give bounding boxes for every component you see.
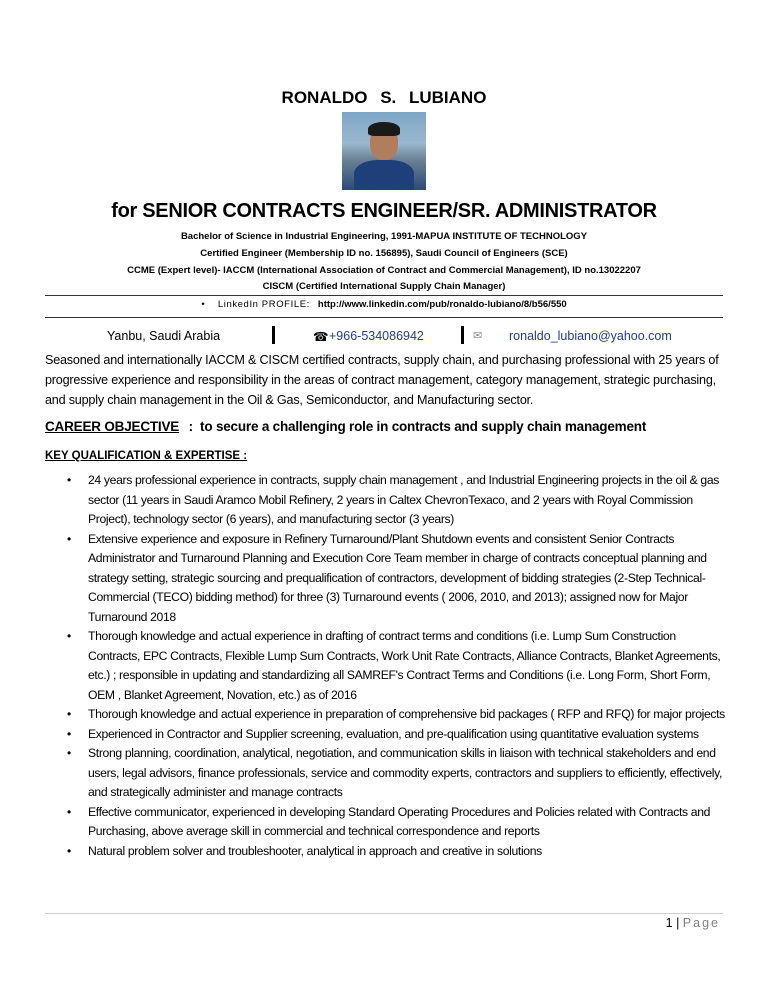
list-item: • 24 years professional experience in contracts, supply chain management , and Industrial Engineering projects in the oil & gas sector (11 years in Saudi Aramco Mobil Refinery, 2 years in Caltex ChevronTexaco, and 2 years with Royal Commission Project), technology sector (6 years), and manufacturing sector (3 years)	[67, 473, 720, 526]
linkedin-label: LinkedIn PROFILE:	[217, 299, 310, 310]
list-item: • Effective communicator, experienced in developing Standard Operating Procedures and Policies related with Contracts and Purchasing, above average skill in commercial and technical correspondence and reports	[67, 804, 711, 838]
candidate-name: RONALDO S. LUBIANO	[281, 88, 487, 107]
location: Yanbu, Saudi Arabia	[107, 329, 221, 343]
phone-icon: ☎	[313, 330, 329, 344]
list-item: • Natural problem solver and troubleshooter, analytical in approach and creative in solutions	[0, 842, 728, 862]
credential-ciscm: CISCM (Certified International Supply Chain Manager)	[262, 281, 506, 292]
credential-ccme: CCME (Expert level)- IACCM (International Association of Contract and Commercial Management), ID no.13022207	[127, 265, 641, 276]
professional-summary: Seasoned and internationally IACCM & CISCM certified contracts, supply chain, and purchasing professional with 25 years of progressive experience and responsibility in the areas of contract management, category management, strategic purchasing, and supply chain management in the Oil & Gas, Semiconductor, and Manufacturing sector.	[45, 353, 719, 407]
list-item: • Experienced in Contractor and Supplier screening, evaluation, and pre-qualification using quantitative evaluation systems	[0, 725, 728, 745]
list-item: • Thorough knowledge and actual experience in preparation of comprehensive bid packages ( RFP and RFQ) for major projects	[0, 705, 728, 725]
bullet-icon: •	[67, 473, 71, 487]
footer-separator: |	[676, 916, 680, 930]
bullet-icon: •	[67, 726, 71, 741]
credential-degree: Bachelor of Science in Industrial Engineering, 1991-MAPUA INSTITUTE OF TECHNOLOGY	[180, 231, 588, 242]
list-item: • Thorough knowledge and actual experience in drafting of contract terms and conditions (i.e. Lump Sum Construction Contracts, EPC Contracts, Flexible Lump Sum Contracts, Work Unit Rate Contracts, Alliance Contracts, Blanket Agreements, etc.) ; responsible in updating and standardizing all SAMREF's Contract Terms and Conditions (i.e. Long Form, Short Form, OEM , Blanket Agreement, Novation, etc.) as of 2016	[67, 629, 721, 702]
linkedin-link[interactable]: http://www.linkedin.com/pub/ronaldo-lubiano/8/b56/550	[317, 299, 567, 310]
key-qualification-heading: KEY QUALIFICATION & EXPERTISE :	[45, 450, 248, 462]
bullet-icon: •	[67, 707, 71, 721]
bullet-icon: •	[67, 843, 71, 858]
qualification-list	[0, 471, 768, 861]
target-position-title: for SENIOR CONTRACTS ENGINEER/SR. ADMINISTRATOR	[111, 200, 657, 222]
footer-divider	[45, 913, 723, 914]
separator	[461, 326, 464, 344]
profile-photo	[342, 112, 426, 190]
objective-separator: :	[188, 419, 193, 434]
career-objective-label: CAREER OBJECTIVE	[45, 419, 180, 434]
email-link[interactable]: ronaldo_lubiano@yahoo.com	[509, 329, 672, 343]
separator	[272, 326, 275, 344]
bullet-icon: •	[67, 746, 71, 760]
divider	[45, 295, 723, 296]
list-item: • Extensive experience and exposure in Refinery Turnaround/Plant Shutdown events and consistent Senior Contracts Administrator and Turnaround Planning and Execution Core Team member in charge of contracts conceptual planning and strategy setting, strategic sourcing and prequalification of contractors, development of bidding strategies (2-Step Technical-Commercial (TECO) bidding method) for three (3) Turnaround events ( 2006, 2010, and 2013); assigned now for Major Turnaround 2018	[67, 531, 707, 624]
page-number: 1	[665, 916, 673, 930]
phone-number[interactable]: +966-534086942	[329, 329, 424, 343]
page-footer	[666, 916, 720, 930]
list-item: • Strong planning, coordination, analytical, negotiation, and communication skills in liaison with technical stakeholders and end users, legal advisors, finance professionals, service and commodity experts, contractors and suppliers to efficiently, effectively, and strategically administer and manage contracts	[67, 746, 723, 799]
credential-sce: Certified Engineer (Membership ID no. 156895), Saudi Council of Engineers (SCE)	[200, 248, 568, 259]
page-label: Page	[682, 916, 720, 930]
email-icon: ✉	[473, 330, 483, 342]
divider	[45, 317, 723, 318]
linkedin-line	[0, 299, 768, 310]
bullet-icon: •	[67, 531, 71, 546]
bullet-icon: •	[201, 299, 218, 310]
career-objective	[45, 419, 646, 434]
career-objective-text: to secure a challenging role in contracts and supply chain management	[200, 419, 647, 434]
bullet-icon: •	[67, 629, 71, 643]
bullet-icon: •	[67, 804, 71, 819]
